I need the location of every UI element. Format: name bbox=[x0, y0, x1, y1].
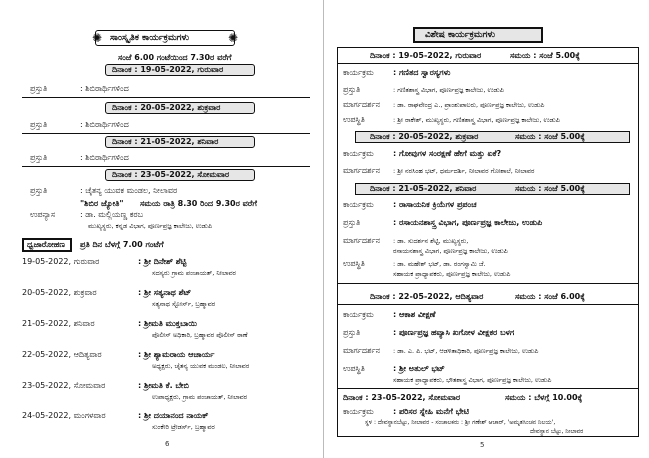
field-value: : ಪರಿಸರ ಸ್ನೇಹಿ ಮನೆಗೆ ಭೇಟಿ bbox=[393, 407, 469, 416]
field-value: : ರಸಾಯನಶಾಸ್ತ್ರ ವಿಭಾಗ, ಪೂರ್ಣಪ್ರಜ್ಞ ಕಾಲೇಜು, ಉಡುಪಿ bbox=[393, 218, 543, 227]
session-time: ಸಮಯ : ಸಂಜೆ 5.00ಕ್ಕೆ bbox=[510, 51, 580, 60]
field-detail: ಮುಖ್ಯಸ್ಥರು, ಕನ್ನಡ ವಿಭಾಗ, ಪೂರ್ಣಪ್ರಜ್ಞ ಕಾಲೇಜು, ಉಡುಪಿ bbox=[88, 222, 213, 230]
hoisting-role: ಸತ್ಯನಾಥ ಸ್ಟೋರ್ಸ್, ಬ್ರಹ್ಮಾವರ bbox=[152, 300, 216, 308]
hoisting-role: ಸುಂಕೇರಿ ಟ್ರೇಡರ್ಸ್, ಬ್ರಹ್ಮಾವರ bbox=[152, 423, 215, 431]
shibira-jyoti: "ಶಿಬಿರ ಜ್ಯೋತಿ" bbox=[80, 199, 124, 208]
field-value: : ಡಾ. ರಾಘವೇಂದ್ರ ಎ., ಪ್ರಾಂಶುಪಾಲರು, ಪೂರ್ಣಪ್ರಜ್ಞ ಕಾಲೇಜು, ಉಡುಪಿ bbox=[393, 101, 545, 109]
field-value: : ಶಿಬಿರಾರ್ಥಿಗಳಿಂದ bbox=[80, 84, 129, 93]
field-label: ಉಪಸ್ಥಿತಿ bbox=[343, 115, 365, 124]
field-label: ಪ್ರಸ್ತುತಿ bbox=[343, 328, 361, 337]
field-value: ಸಹಾಯಕ ಪ್ರಾಧ್ಯಾಪಕರು, ಪೂರ್ಣಪ್ರಜ್ಞ ಕಾಲೇಜು, ಉಡುಪಿ bbox=[393, 270, 511, 278]
field-label: ಪ್ರಸ್ತುತಿ bbox=[30, 153, 48, 162]
cultural-heading: ಸಾಂಸ್ಕೃತಿಕ ಕಾರ್ಯಕ್ರಮಗಳು bbox=[110, 33, 190, 43]
date-label: ದಿನಾಂಕ : 19-05-2022, ಗುರುವಾರ bbox=[112, 65, 224, 74]
field-label: ಉಪಸ್ಥಿತಿ bbox=[343, 364, 365, 373]
hoisting-date: 23-05-2022, ಸೋಮವಾರ bbox=[22, 381, 106, 390]
field-value: : ಡಾ. ಸುದರ್ಶನ ಶೆಟ್ಟಿ, ಮುಖ್ಯಸ್ಥರು, bbox=[393, 237, 469, 245]
date-label: ದಿನಾಂಕ : 23-05-2022, ಸೋಮವಾರ bbox=[112, 170, 230, 179]
shibira-jyoti-time: ಸಮಯ ರಾತ್ರಿ 8.30 ರಿಂದ 9.30ರ ವರೆಗೆ bbox=[140, 199, 257, 208]
session-time: ಸಮಯ : ಸಂಜೆ 5.00ಕ್ಕೆ bbox=[515, 132, 585, 141]
field-label: ಕಾರ್ಯಕ್ರಮ bbox=[343, 200, 374, 209]
page-number: 6 bbox=[165, 440, 170, 448]
left-page bbox=[0, 0, 324, 458]
hoisting-name: : ಶ್ರೀ ಸತ್ಯನಾಥ ಶೆಟ್ bbox=[138, 288, 192, 297]
field-value: ಸಹಾಯಕ ಪ್ರಾಧ್ಯಾಪಕರು, ಭೌತಶಾಸ್ತ್ರ ವಿಭಾಗ, ಪೂರ್ಣಪ್ರಜ್ಞ ಕಾಲೇಜು, ಉಡುಪಿ bbox=[393, 376, 552, 384]
sun-ornament-left-icon: ✺ bbox=[92, 31, 103, 45]
field-value: : ರಾಸಾಯನಿಕ ಕ್ರಿಯೆಗಳ ಪ್ರಪಂಚ bbox=[393, 200, 477, 209]
session-date: ದಿನಾಂಕ : 19-05-2022, ಗುರುವಾರ bbox=[370, 51, 482, 60]
field-label: ಪ್ರಸ್ತುತಿ bbox=[343, 218, 361, 227]
field-label: ಕಾರ್ಯಕ್ರಮ bbox=[343, 149, 374, 158]
field-value: : ಶ್ರೀ ರಾಕೇಶ್, ಮುಖ್ಯಸ್ಥರು, ಗಣಿತಶಾಸ್ತ್ರ ವಿಭಾಗ, ಪೂರ್ಣಪ್ರಜ್ಞ ಕಾಲೇಜು, ಉಡುಪಿ bbox=[393, 116, 560, 124]
date-label: ದಿನಾಂಕ : 21-05-2022, ಶನಿವಾರ bbox=[112, 137, 219, 146]
field-label: ಮಾರ್ಗದರ್ಶನ bbox=[343, 346, 381, 355]
hoisting-role: ಅಧ್ಯಕ್ಷರು, ಚೈತನ್ಯ ಯುವಕ ಮಂಡಲ, ನೀಲಾವರ bbox=[152, 362, 250, 370]
divider bbox=[337, 304, 639, 305]
page-number: 5 bbox=[480, 441, 485, 449]
field-label: ಉಪಸ್ಥಿತಿ bbox=[343, 259, 365, 268]
hoisting-name: : ಶ್ರೀ ದಯಾನಂದ ನಾಯಕ್ bbox=[138, 411, 209, 420]
field-value: : ಡಾ. ಮಹೇಶ್ ಭಟ್, ಡಾ. ರಂಗಸ್ವಾಮಿ ಜೆ. bbox=[393, 260, 486, 268]
divider bbox=[337, 388, 639, 389]
divider bbox=[22, 133, 310, 134]
special-heading: ವಿಶೇಷ ಕಾರ್ಯಕ್ರಮಗಳು bbox=[425, 30, 496, 40]
hoisting-name: : ಶ್ರೀ ದಿನೇಶ್ ಶೆಟ್ಟಿ bbox=[138, 257, 187, 266]
field-label: ಕಾರ್ಯಕ್ರಮ bbox=[343, 407, 374, 416]
session-time: ಸಮಯ : ಸಂಜೆ 6.00ಕ್ಕೆ bbox=[515, 292, 585, 301]
field-label: ಮಾರ್ಗದರ್ಶನ bbox=[343, 100, 381, 109]
field-label: ಕಾರ್ಯಕ್ರಮ bbox=[343, 68, 374, 77]
field-value: ರಸಾಯನಶಾಸ್ತ್ರ ವಿಭಾಗ, ಪೂರ್ಣಪ್ರಜ್ಞ ಕಾಲೇಜು, ಉಡುಪಿ bbox=[393, 247, 508, 255]
field-value: : ಶ್ರೀ ಅತುಲ್ ಭಟ್ bbox=[393, 364, 445, 373]
hoisting-name: : ಶ್ರೀ ಶ್ಯಾಮರಾಯ ಆಚಾರ್ಯ bbox=[138, 350, 215, 359]
hoisting-role: ಉಪಾಧ್ಯಕ್ಷರು, ಗ್ರಾಮ ಪಂಚಾಯತ್, ನೀಲಾವರ bbox=[152, 393, 248, 401]
field-value: : ಗಣಿತಶಾಸ್ತ್ರ ವಿಭಾಗ, ಪೂರ್ಣಪ್ರಜ್ಞ ಕಾಲೇಜು, ಉಡುಪಿ bbox=[393, 86, 504, 94]
hoisting-role: ಪೊಲೀಸ್ ಅಧಿಕಾರಿ, ಬ್ರಹ್ಮಾವರ ಪೊಲೀಸ್ ಠಾಣೆ bbox=[152, 331, 248, 339]
date-label: ದಿನಾಂಕ : 20-05-2022, ಶುಕ್ರವಾರ bbox=[112, 103, 221, 112]
field-value: : ಶಿಬಿರಾರ್ಥಿಗಳಿಂದ bbox=[80, 153, 129, 162]
hoisting-date: 24-05-2022, ಮಂಗಳವಾರ bbox=[22, 411, 106, 420]
field-label: ಕಾರ್ಯಕ್ರಮ bbox=[343, 310, 374, 319]
divider bbox=[337, 283, 639, 284]
cultural-time-line: ಸಂಜೆ 6.00 ಗಂಟೆಯಿಂದ 7.30ರ ವರೆಗೆ bbox=[118, 53, 232, 62]
field-value: : ಶ್ರೀ ನರಸಿಂಹ ಭಟ್, ಧರ್ಮದರ್ಶಿ, ನೀಲಾವರ ಗೋಶಾಲೆ, ನೀಲಾವರ bbox=[393, 167, 535, 175]
field-value: : ಗೋವುಗಳ ಸಂರಕ್ಷಣೆ ಹೇಗೆ ಮತ್ತು ಏಕೆ? bbox=[393, 149, 502, 158]
field-label: ಪ್ರಸ್ತುತಿ bbox=[30, 84, 48, 93]
field-label: ಪ್ರಸ್ತುತಿ bbox=[30, 120, 48, 129]
divider bbox=[22, 166, 310, 167]
field-value: : ಆಕಾಶ ವೀಕ್ಷಣೆ bbox=[393, 310, 436, 319]
hoisting-date: 20-05-2022, ಶುಕ್ರವಾರ bbox=[22, 288, 97, 297]
field-label: ಮಾರ್ಗದರ್ಶನ bbox=[343, 166, 381, 175]
field-label: ಮಾರ್ಗದರ್ಶನ bbox=[343, 236, 381, 245]
session-date: ದಿನಾಂಕ : 22-05-2022, ಆದಿತ್ಯವಾರ bbox=[370, 292, 484, 301]
field-value: : ಪೂರ್ಣಪ್ರಜ್ಞ ಹವ್ಯಾಸಿ ಖಗೋಳ ವೀಕ್ಷಕರ ಬಳಗ bbox=[393, 328, 515, 337]
field-label: ಉಪನ್ಯಾಸ bbox=[30, 210, 56, 219]
divider bbox=[337, 63, 639, 64]
sun-ornament-right-icon: ✺ bbox=[228, 31, 239, 45]
divider bbox=[22, 97, 310, 98]
session-date: ದಿನಾಂಕ : 21-05-2022, ಶನಿವಾರ bbox=[370, 184, 477, 193]
dhwaja-heading: ಧ್ವಜಾರೋಹಣ bbox=[27, 240, 65, 249]
field-value: : ಚೈತನ್ಯ ಯುವಕ ಮಂಡಲ, ನೀಲಾವರ bbox=[80, 186, 178, 195]
hoisting-name: : ಶ್ರೀಮತಿ ಕೆ. ಬೇಬಿ bbox=[138, 381, 189, 390]
field-value: : ಗಣಿತದ ಸ್ವಾರಸ್ಯಗಳು bbox=[393, 68, 451, 77]
hoisting-role: ಸದಸ್ಯರು ಗ್ರಾಮ ಪಂಚಾಯತ್, ನೀಲಾವರ bbox=[152, 269, 236, 277]
session-date: ದಿನಾಂಕ : 23-05-2022, ಸೋಮವಾರ bbox=[343, 393, 461, 402]
hoisting-name: : ಶ್ರೀಮತಿ ಮುಕ್ತಬಾಯಿ bbox=[138, 319, 197, 328]
session-time: ಸಮಯ : ಬೆಳಗ್ಗೆ 10.00ಕ್ಕೆ bbox=[505, 393, 583, 402]
right-page bbox=[325, 0, 649, 458]
field-detail: ದೇವಸ್ಥಾನ ಬೆಟ್ಟು, ನೀಲಾವರ bbox=[530, 428, 584, 435]
field-value: : ಶಿಬಿರಾರ್ಥಿಗಳಿಂದ bbox=[80, 120, 129, 129]
field-label: ಪ್ರಸ್ತುತಿ bbox=[343, 85, 361, 94]
session-date: ದಿನಾಂಕ : 20-05-2022, ಶುಕ್ರವಾರ bbox=[370, 132, 479, 141]
session-time: ಸಮಯ : ಸಂಜೆ 5.00ಕ್ಕೆ bbox=[515, 184, 585, 193]
field-label: ಪ್ರಸ್ತುತಿ bbox=[30, 186, 48, 195]
field-value: : ಡಾ. ಎ. ಪಿ. ಭಟ್, ಆಡಳಿತಾಧಿಕಾರಿ, ಪೂರ್ಣಪ್ರಜ್ಞ ಕಾಲೇಜು, ಉಡುಪಿ bbox=[393, 347, 539, 355]
hoisting-date: 21-05-2022, ಶನಿವಾರ bbox=[22, 319, 95, 328]
dhwaja-time: ಪ್ರತಿ ದಿನ ಬೆಳಗ್ಗೆ 7.00 ಗಂಟೆಗೆ bbox=[80, 240, 164, 249]
hoisting-date: 22-05-2022, ಆದಿತ್ಯವಾರ bbox=[22, 350, 102, 359]
hoisting-date: 19-05-2022, ಗುರುವಾರ bbox=[22, 257, 100, 266]
field-value: : ಡಾ. ಮಲ್ಲಿಯಣ್ಣ ಕರಬ bbox=[80, 210, 144, 219]
field-detail: ಸ್ಥಳ : ದೇವಸ್ಥಾನಬೆಟ್ಟು, ನೀಲಾವರ - ಸಂಚಾಲಕರು : ಶ್ರೀ ಗಣೇಶ್ ಆಚಾರ್, 'ಅಮೃತಸಿಂಚನ ನಿಲಯ', bbox=[365, 419, 556, 426]
